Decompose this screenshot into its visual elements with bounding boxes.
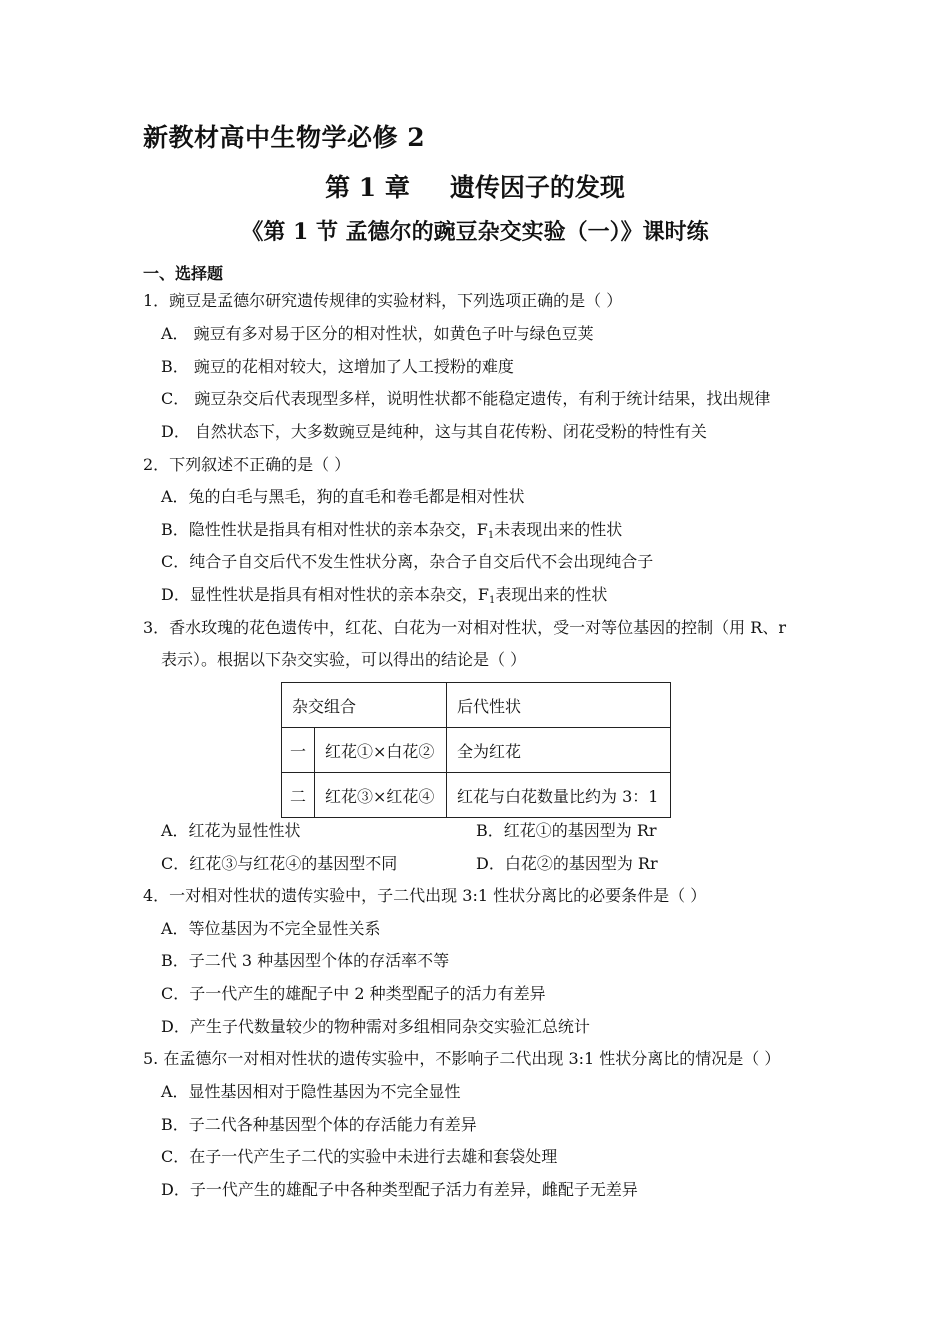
question-1-stem: 1．豌豆是孟德尔研究遗传规律的实验材料，下列选项正确的是（ ）	[143, 291, 623, 310]
question-4-stem: 4．一对相对性状的遗传实验中，子二代出现 3:1 性状分离比的必要条件是（ ）	[143, 886, 707, 905]
table-row-number: 二	[282, 773, 315, 818]
question-4-option-a: A．等位基因为不完全显性关系	[161, 919, 381, 938]
question-5-option-c: C．在子一代产生子二代的实验中未进行去雄和套袋处理	[161, 1147, 558, 1166]
table-row	[282, 773, 671, 818]
question-3-stem-line2: 表示）。根据以下杂交实验，可以得出的结论是（ ）	[161, 650, 527, 669]
question-2-option-a: A．兔的白毛与黑毛，狗的直毛和卷毛都是相对性状	[161, 487, 525, 506]
question-3-option-a: A．红花为显性性状	[161, 821, 301, 840]
question-5-option-d: D．子一代产生的雄配子中各种类型配子活力有差异，雌配子无差异	[161, 1180, 638, 1199]
question-3-option-d: D．白花②的基因型为 Rr	[476, 854, 658, 873]
question-4-option-c: C．子一代产生的雄配子中 2 种类型配子的活力有差异	[161, 984, 546, 1003]
question-2-option-b: B．隐性性状是指具有相对性状的亲本杂交，$F_1$未表现出来的性状	[161, 520, 623, 541]
question-1-option-a: A． 豌豆有多对易于区分的相对性状，如黄色子叶与绿色豆荚	[161, 324, 594, 343]
table-row-result: 红花与白花数量比约为 3：1	[447, 773, 671, 818]
question-5-option-a: A．显性基因相对于隐性基因为不完全显性	[161, 1082, 461, 1101]
question-1-option-b: B． 豌豆的花相对较大，这增加了人工授粉的难度	[161, 357, 514, 376]
cross-experiment-table	[281, 682, 671, 818]
table-row	[282, 728, 671, 773]
book-title: 新教材高中生物学必修 2	[143, 123, 426, 152]
question-4-option-d: D．产生子代数量较少的物种需对多组相同杂交实验汇总统计	[161, 1017, 590, 1036]
question-3-option-b: B．红花①的基因型为 Rr	[476, 821, 657, 840]
chapter-title	[0, 168, 950, 204]
table-row-number: 一	[282, 728, 315, 773]
section-heading: 一、选择题	[143, 264, 224, 283]
question-3-option-c: C．红花③与红花④的基因型不同	[161, 854, 398, 873]
table-row-cross: 红花③×红花④	[315, 773, 447, 818]
question-1-option-d: D． 自然状态下，大多数豌豆是纯种，这与其自花传粉、闭花受粉的特性有关	[161, 422, 707, 441]
table-row-result: 全为红花	[447, 728, 671, 773]
table-row-cross: 红花①×白花②	[315, 728, 447, 773]
question-2-option-c: C．纯合子自交后代不发生性状分离，杂合子自交后代不会出现纯合子	[161, 552, 654, 571]
question-4-option-b: B．子二代 3 种基因型个体的存活率不等	[161, 951, 450, 970]
chapter-name: 遗传因子的发现	[449, 173, 625, 202]
question-1-option-c: C． 豌豆杂交后代表现型多样，说明性状都不能稳定遗传，有利于统计结果，找出规律	[161, 389, 771, 408]
table-header-offspring: 后代性状	[447, 683, 671, 728]
question-3-stem-line1: 3．香水玫瑰的花色遗传中，红花、白花为一对相对性状，受一对等位基因的控制（用 R、r	[143, 618, 786, 637]
question-5-stem: 5. 在孟德尔一对相对性状的遗传实验中，不影响子二代出现 3:1 性状分离比的情况是（ ）	[143, 1049, 781, 1068]
lesson-title: 《第 1 节 孟德尔的豌豆杂交实验（一）》课时练	[241, 219, 709, 245]
chapter-number: 第 1 章	[325, 173, 410, 202]
table-header-row	[282, 683, 671, 728]
question-2-stem: 2．下列叙述不正确的是（ ）	[143, 455, 351, 474]
question-2-option-d: D．显性性状是指具有相对性状的亲本杂交，$F_1$表现出来的性状	[161, 585, 608, 606]
question-5-option-b: B．子二代各种基因型个体的存活能力有差异	[161, 1115, 477, 1134]
table-header-cross: 杂交组合	[282, 683, 447, 728]
